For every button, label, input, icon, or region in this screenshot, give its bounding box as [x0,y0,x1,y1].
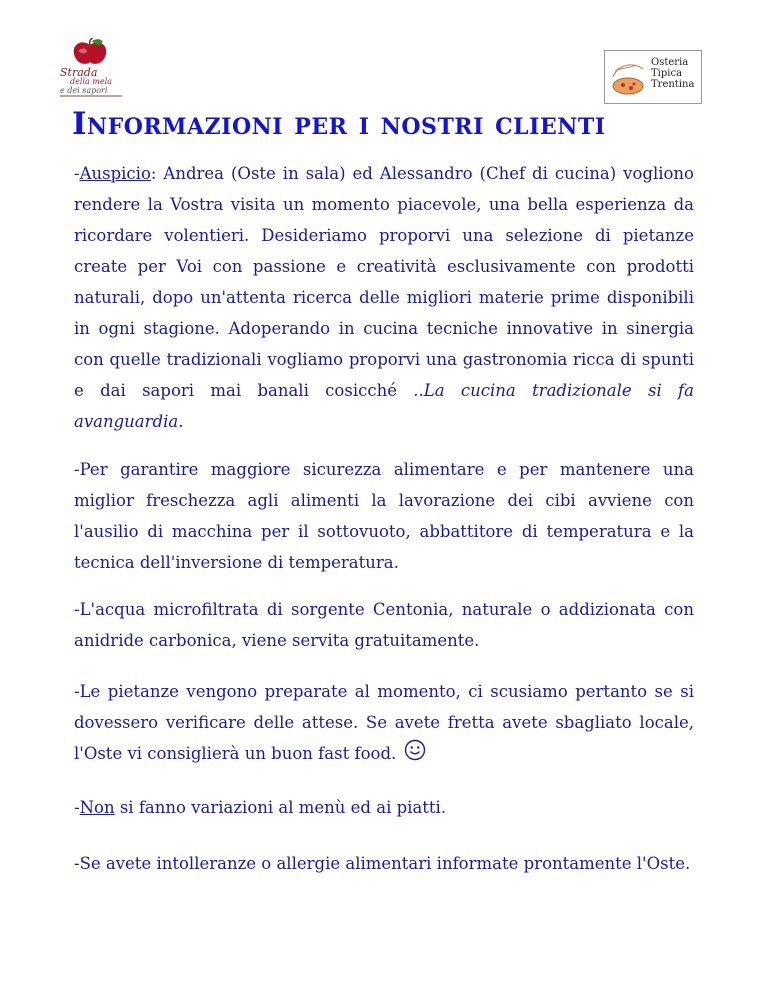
logo-right-line1: Osteria [651,57,689,68]
logo-left-line3: e dei sapori [60,86,108,95]
allergies-paragraph: -Se avete intolleranze o allergie alimentari informate prontamente l'Oste. [74,854,691,873]
apple-logo-icon [68,38,112,68]
non-label: Non [79,798,115,817]
smiley-face-icon [404,739,426,771]
p5-prefix: - [74,798,80,817]
waiting-paragraph [74,676,694,771]
osteria-tipica-trentina-logo [604,50,702,104]
logo-left-underline [60,95,122,97]
p4-text: -Le pietanze vengono preparate al momento, ci scusiamo pertanto se si dovessero verificare delle attese. Se avete fretta avete sbagliato locale, l'Oste vi consiglierà un buon fast food. [74,682,694,763]
page-title: Informazioni per i nostri clienti [72,106,606,142]
logo-left-line2: della mela [70,77,112,86]
p1-text: : Andrea (Oste in sala) ed Alessandro (Chef di cucina) vogliono rendere la Vostra visita un momento piacevole, una bella esperienza da ricordare volentieri. Desideriamo proporvi una selezione di pietanze create per Voi con passione e creatività esclusivamente con prodotti naturali, dopo un'attenta ricerca delle migliori materie prime disponibili in ogni stagione. Adoperando in cucina tecniche innovative in sinergia con quelle tradizionali vogliamo proporvi una gastronomia ricca di spunti e dai sapori mai banali cosicché [74,164,694,400]
auspicio-paragraph [74,158,694,437]
strada-della-mela-logo [60,38,140,98]
logo-right-line2: Tipica [651,68,683,79]
food-safety-paragraph: -Per garantire maggiore sicurezza alimentare e per mantenere una miglior freschezza agli alimenti la lavorazione dei cibi avviene con l'ausilio di macchina per il sottovuoto, abbattitore di temperatura e la tecnica dell'inversione di temperatura. [74,460,694,572]
no-variations-paragraph [74,792,694,823]
water-paragraph: -L'acqua microfiltrata di sorgente Centonia, naturale o addizionata con anidride carbonica, viene servita gratuitamente. [74,600,694,650]
p1-end: . [178,412,184,431]
osteria-name [651,57,694,90]
pizza-sketch-icon [609,57,647,97]
logo-right-line3: Trentina [651,79,695,90]
auspicio-label: Auspicio [79,164,151,183]
motto-text: ..La cucina tradizionale si fa avanguardia [74,381,694,431]
p5-text: si fanno variazioni al menù ed ai piatti. [114,798,447,817]
p1-prefix: - [74,164,80,183]
logo-left-line1: Strada [60,66,98,79]
